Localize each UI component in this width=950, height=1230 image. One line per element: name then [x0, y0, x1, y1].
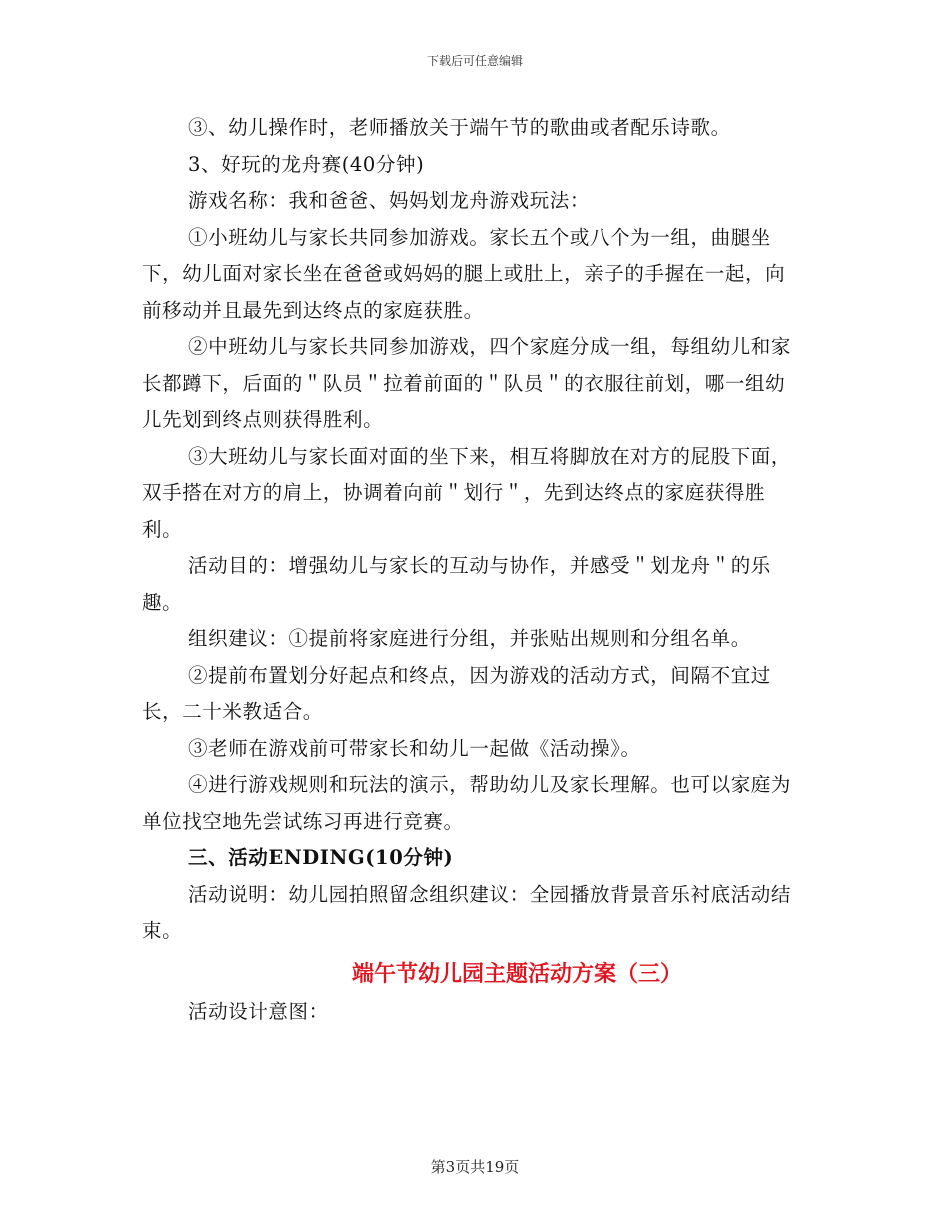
paragraph: 3、好玩的龙舟赛(40分钟) [188, 152, 425, 176]
paragraph: ③、幼儿操作时，老师播放关于端午节的歌曲或者配乐诗歌。 [188, 116, 731, 139]
page-footer: 第3页共19页 [430, 1158, 520, 1176]
page-header: 下载后可任意编辑 [426, 54, 523, 68]
paragraph: ②提前布置划分好起点和终点，因为游戏的活动方式，间隔不宜过长，二十米教适合。 [142, 663, 771, 723]
paragraph: ③大班幼儿与家长面对面的坐下来，相互将脚放在对方的屁股下面，双手搭在对方的肩上，协调着向前＂划行＂，先到达终点的家庭获得胜利。 [142, 444, 792, 541]
document-body [142, 110, 802, 1030]
section-title: 端午节幼儿园主题活动方案（三） [351, 960, 682, 987]
paragraph: ①小班幼儿与家长共同参加游戏。家长五个或八个为一组，曲腿坐下，幼儿面对家长坐在爸爸或妈妈的腿上或肚上，亲子的手握在一起，向前移动并且最先到达终点的家庭获胜。 [142, 225, 786, 322]
paragraph: ④进行游戏规则和玩法的演示，帮助幼儿及家长理解。也可以家庭为单位找空地先尝试练习再进行竞赛。 [142, 773, 792, 833]
paragraph: 组织建议：①提前将家庭进行分组，并张贴出规则和分组名单。 [188, 627, 751, 650]
section-heading: 三、活动ENDING(10分钟) [188, 846, 454, 869]
paragraph: ③老师在游戏前可带家长和幼儿一起做《活动操》。 [188, 736, 641, 760]
paragraph: 活动目的：增强幼儿与家长的互动与协作，并感受＂划龙舟＂的乐趣。 [142, 554, 771, 614]
paragraph: 游戏名称：我和爸爸、妈妈划龙舟游戏玩法： [188, 189, 591, 212]
paragraph: ②中班幼儿与家长共同参加游戏，四个家庭分成一组，每组幼儿和家长都蹲下，后面的＂队员＂拉着前面的＂队员＂的衣服往前划，哪一组幼儿先划到终点则获得胜利。 [142, 335, 792, 431]
paragraph: 活动说明：幼儿园拍照留念组织建议：全园播放背景音乐衬底活动结束。 [142, 882, 792, 942]
paragraph: 活动设计意图： [188, 999, 329, 1023]
